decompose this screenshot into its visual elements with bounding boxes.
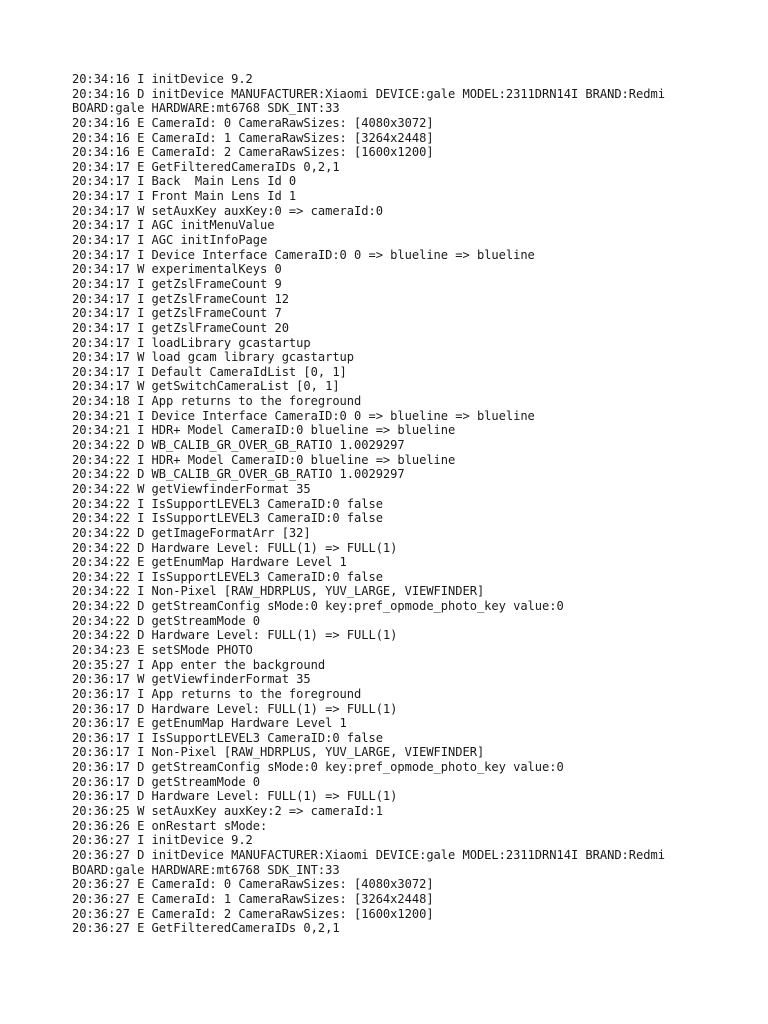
log-line: 20:34:22 I Non-Pixel [RAW_HDRPLUS, YUV_LARGE, VIEWFINDER]: [72, 584, 485, 599]
log-line: 20:34:17 I getZslFrameCount 20: [72, 320, 289, 335]
log-line: 20:36:17 D getStreamMode 0: [72, 774, 261, 789]
log-line: 20:36:17 D Hardware Level: FULL(1) => FULL(1): [72, 701, 398, 716]
log-line: 20:34:16 E CameraId: 0 CameraRawSizes: [4080x3072]: [72, 115, 434, 130]
log-line: 20:34:22 I IsSupportLEVEL3 CameraID:0 false: [72, 496, 383, 511]
log-line: 20:36:27 E CameraId: 2 CameraRawSizes: [1600x1200]: [72, 906, 434, 921]
log-line: 20:34:17 I Front Main Lens Id 1: [72, 189, 297, 204]
log-line: 20:34:22 D Hardware Level: FULL(1) => FULL(1): [72, 540, 398, 555]
log-line: 20:35:27 I App enter the background: [72, 657, 326, 672]
log-line: 20:36:27 E CameraId: 1 CameraRawSizes: [3264x2448]: [72, 891, 434, 906]
log-line: 20:34:22 I IsSupportLEVEL3 CameraID:0 false: [72, 569, 383, 584]
log-line: 20:34:17 W setAuxKey auxKey:0 => cameraId:0: [72, 203, 383, 218]
log-line: 20:34:17 W load gcam library gcastartup: [72, 350, 355, 365]
log-line: 20:34:21 I Device Interface CameraID:0 0 => blueline => blueline: [72, 408, 535, 423]
log-line: 20:34:17 I getZslFrameCount 12: [72, 291, 289, 306]
log-line: 20:34:17 I getZslFrameCount 7: [72, 306, 282, 321]
log-line: 20:36:17 I Non-Pixel [RAW_HDRPLUS, YUV_LARGE, VIEWFINDER]: [72, 745, 485, 760]
log-line: 20:34:16 D initDevice MANUFACTURER:Xiaomi DEVICE:gale MODEL:2311DRN14I BRAND:Redmi: [72, 86, 665, 101]
log-line: 20:34:17 W experimentalKeys 0: [72, 262, 282, 277]
log-line: 20:36:27 E GetFilteredCameraIDs 0,2,1: [72, 921, 340, 936]
log-line: 20:34:17 E GetFilteredCameraIDs 0,2,1: [72, 159, 340, 174]
log-text-block: [72, 72, 722, 936]
log-line: BOARD:gale HARDWARE:mt6768 SDK_INT:33: [72, 862, 340, 877]
log-line: 20:34:17 I loadLibrary gcastartup: [72, 335, 311, 350]
log-line: 20:36:17 W getViewfinderFormat 35: [72, 672, 311, 687]
log-line: 20:34:22 D getImageFormatArr [32]: [72, 525, 311, 540]
log-line: 20:36:25 W setAuxKey auxKey:2 => cameraId:1: [72, 804, 383, 819]
log-line: 20:36:27 D initDevice MANUFACTURER:Xiaomi DEVICE:gale MODEL:2311DRN14I BRAND:Redmi: [72, 847, 665, 862]
log-line: 20:34:18 I App returns to the foreground: [72, 394, 362, 409]
log-line: 20:36:26 E onRestart sMode:: [72, 818, 268, 833]
log-line: 20:34:22 D WB_CALIB_GR_OVER_GB_RATIO 1.0029297: [72, 467, 405, 482]
log-line: 20:34:17 I AGC initInfoPage: [72, 233, 268, 248]
log-line: 20:34:16 I initDevice 9.2: [72, 72, 253, 86]
log-line: 20:34:17 W getSwitchCameraList [0, 1]: [72, 379, 340, 394]
log-line: 20:34:22 W getViewfinderFormat 35: [72, 481, 311, 496]
log-line: 20:34:22 D Hardware Level: FULL(1) => FULL(1): [72, 628, 398, 643]
log-line: 20:34:16 E CameraId: 1 CameraRawSizes: [3264x2448]: [72, 130, 434, 145]
log-line: 20:36:17 D Hardware Level: FULL(1) => FULL(1): [72, 789, 398, 804]
log-line: 20:34:22 D WB_CALIB_GR_OVER_GB_RATIO 1.0029297: [72, 438, 405, 453]
log-line: 20:34:22 I HDR+ Model CameraID:0 blueline => blueline: [72, 452, 456, 467]
log-line: 20:34:17 I Default CameraIdList [0, 1]: [72, 364, 347, 379]
log-line: 20:34:17 I getZslFrameCount 9: [72, 276, 282, 291]
log-line: 20:34:22 D getStreamMode 0: [72, 613, 261, 628]
log-line: 20:36:17 I IsSupportLEVEL3 CameraID:0 false: [72, 730, 383, 745]
log-line: 20:36:17 E getEnumMap Hardware Level 1: [72, 716, 347, 731]
log-line: 20:34:22 E getEnumMap Hardware Level 1: [72, 555, 347, 570]
log-line: 20:34:23 E setSMode PHOTO: [72, 642, 253, 657]
log-line: 20:34:22 I IsSupportLEVEL3 CameraID:0 false: [72, 511, 383, 526]
log-line: 20:34:17 I Device Interface CameraID:0 0 => blueline => blueline: [72, 247, 535, 262]
log-line: 20:34:17 I AGC initMenuValue: [72, 218, 275, 233]
log-line: 20:36:27 E CameraId: 0 CameraRawSizes: [4080x3072]: [72, 877, 434, 892]
log-line: 20:34:17 I Back Main Lens Id 0: [72, 174, 297, 189]
log-line: 20:36:27 I initDevice 9.2: [72, 833, 253, 848]
log-line: 20:34:16 E CameraId: 2 CameraRawSizes: [1600x1200]: [72, 145, 434, 160]
log-line: BOARD:gale HARDWARE:mt6768 SDK_INT:33: [72, 101, 340, 116]
log-line: 20:34:22 D getStreamConfig sMode:0 key:pref_opmode_photo_key value:0: [72, 599, 564, 614]
log-line: 20:36:17 D getStreamConfig sMode:0 key:pref_opmode_photo_key value:0: [72, 760, 564, 775]
log-line: 20:36:17 I App returns to the foreground: [72, 686, 362, 701]
log-line: 20:34:21 I HDR+ Model CameraID:0 blueline => blueline: [72, 423, 456, 438]
